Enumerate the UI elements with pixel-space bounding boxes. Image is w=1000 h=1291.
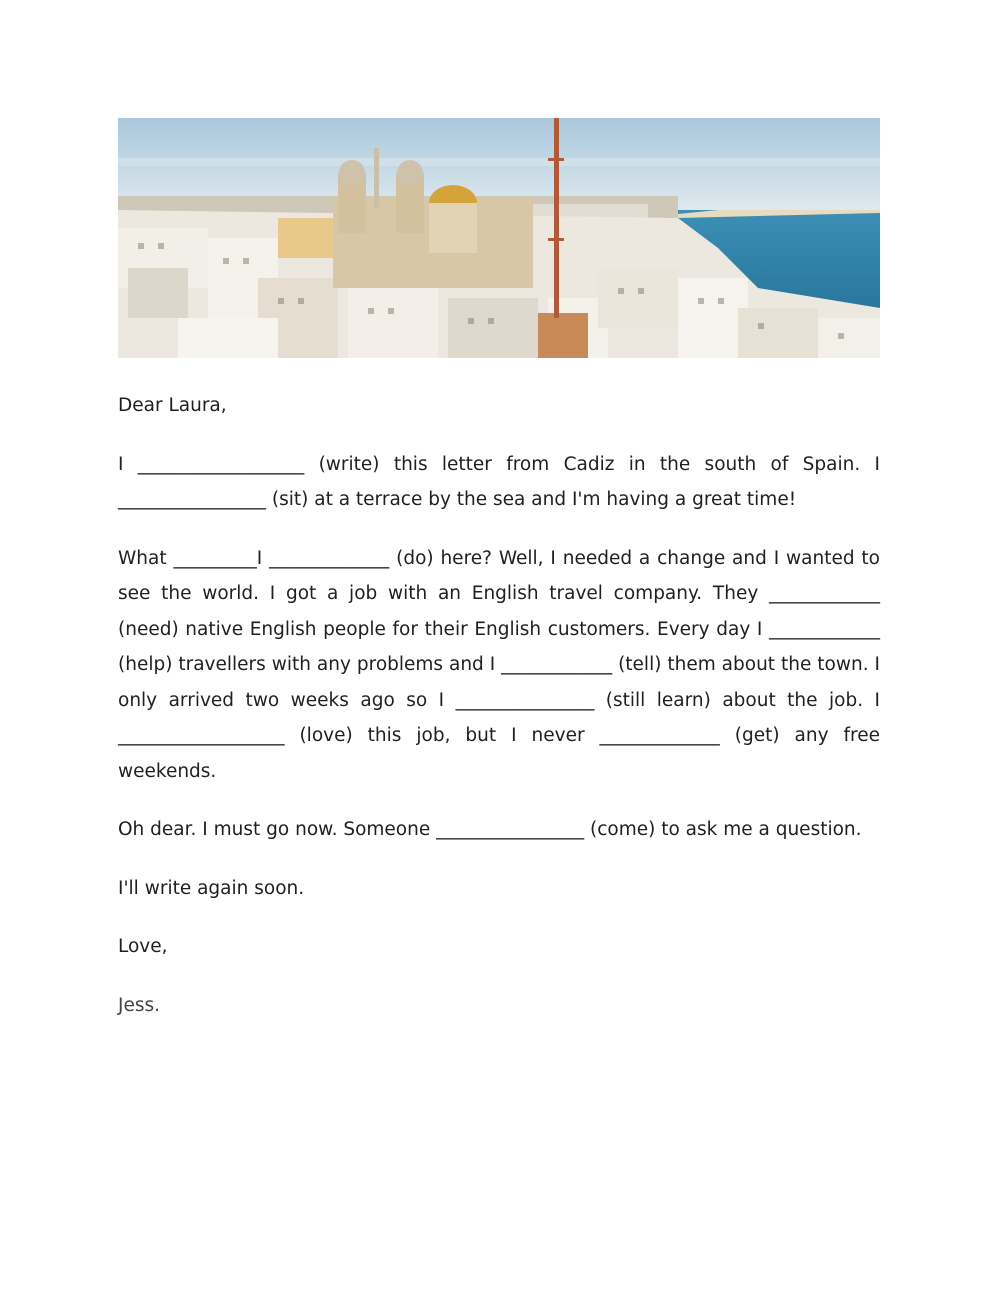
letter-body: [118, 388, 880, 1046]
cadiz-photo: [118, 118, 880, 358]
paragraph-1: I __________________ (write) this letter from Cadiz in the south of Spain. I ________________ (sit) at a terrace by the sea and I'm having a great time!: [118, 453, 880, 510]
closing: Love,: [118, 936, 168, 957]
paragraph-2: What _________I _____________ (do) here? Well, I needed a change and I wanted to see the world. I got a job with an English travel company. They ____________ (need) native English people for their English customers. Every day I ____________ (help) travellers with any problems and I ____________ (tell) them about the town. I only arrived two weeks ago so I _______________ (still learn) about the job. I __________________ (love) this job, but I never _____________ (get) any free weekends.: [118, 547, 880, 782]
signature: Jess.: [118, 994, 160, 1016]
paragraph-3: Oh dear. I must go now. Someone ________________ (come) to ask me a question.: [118, 819, 862, 840]
paragraph-4: I'll write again soon.: [118, 877, 305, 899]
greeting: Dear Laura,: [118, 395, 227, 416]
